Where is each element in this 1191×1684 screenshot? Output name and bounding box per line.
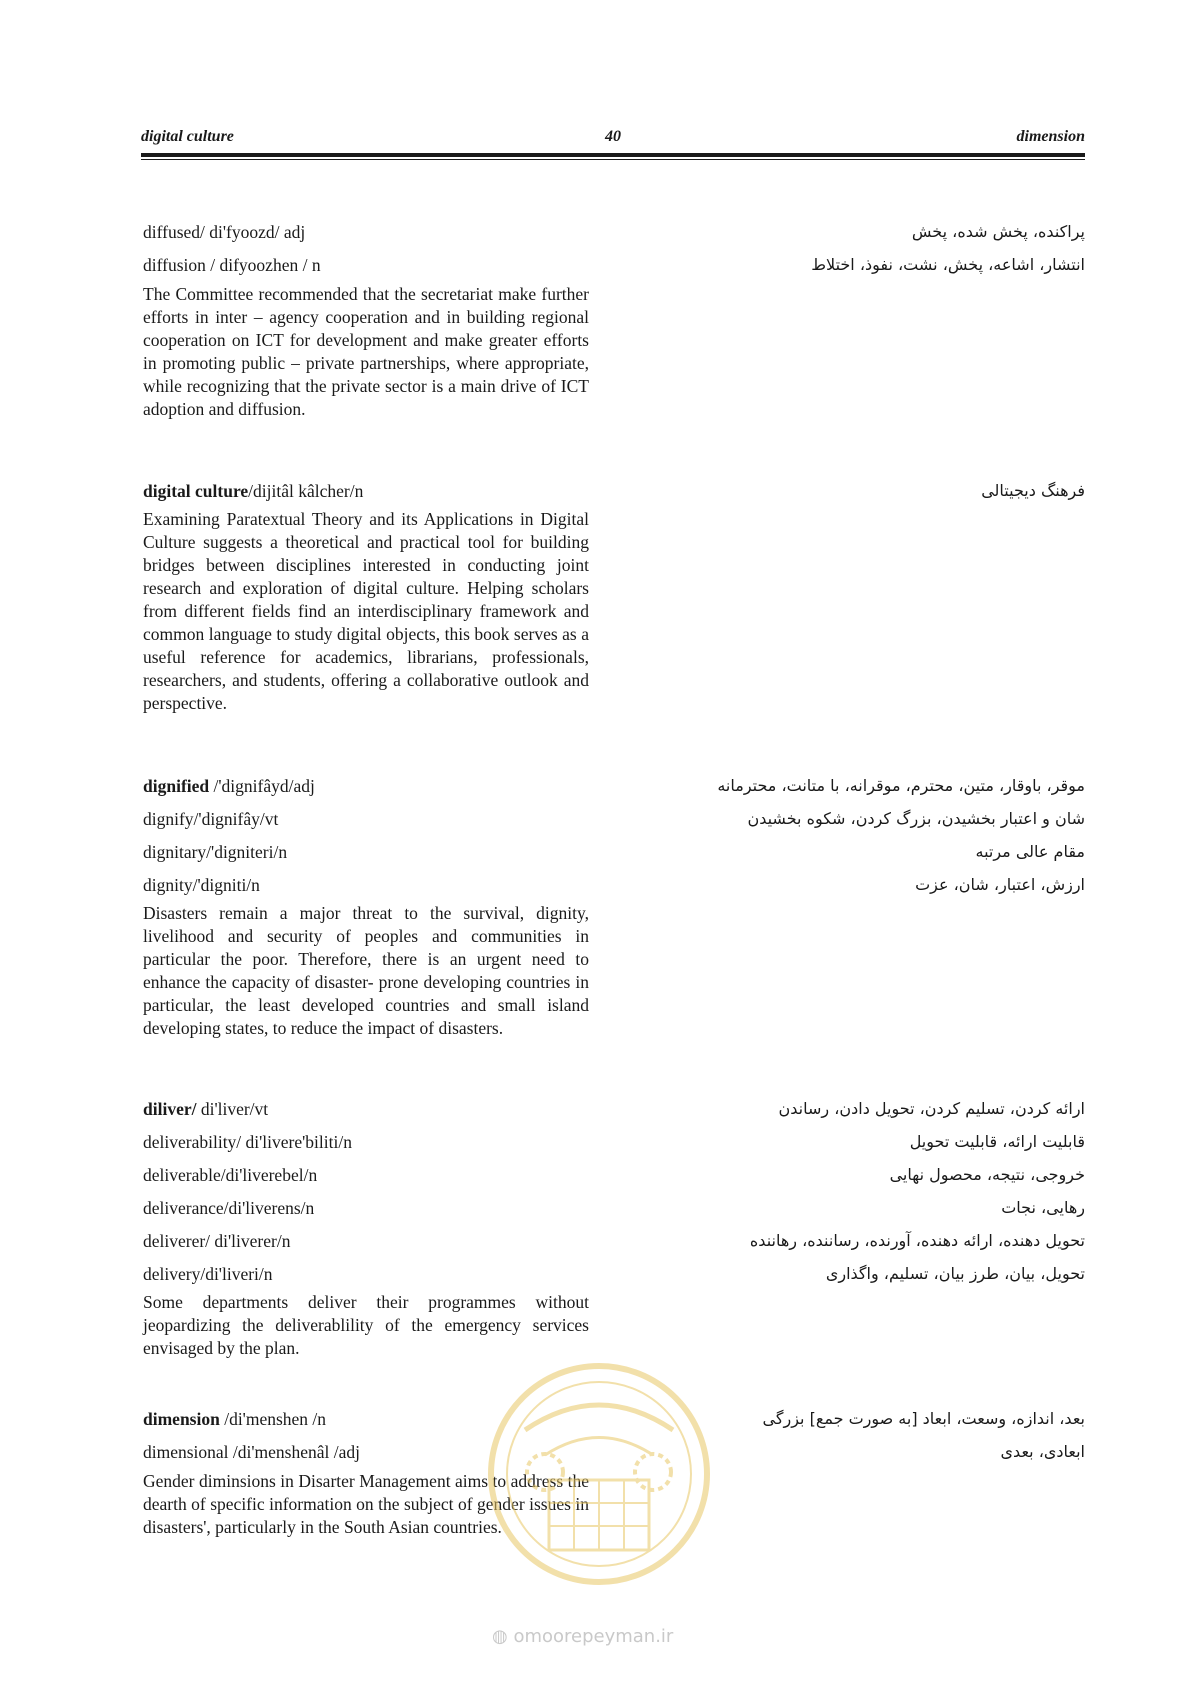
headword-line [143,1409,326,1430]
headword: diliver/ [143,1099,197,1119]
headword-line [143,1198,314,1219]
watermark-url: ◍ omoorepeyman.ir [492,1626,674,1647]
headword-line [143,1231,290,1252]
running-header [141,128,1085,150]
persian-meaning: ابعادی، بعدی [1000,1442,1085,1461]
persian-meaning: پراکنده، پخش شده، پخش [911,222,1085,241]
headword-line [143,809,278,830]
headword-line [143,1099,268,1120]
pronunciation: deliverable/di'liverebel/n [143,1165,318,1185]
watermark-url-text: omoorepeyman.ir [513,1626,674,1647]
persian-meaning: بعد، اندازه، وسعت، ابعاد [به صورت جمع] بزرگی [762,1409,1085,1428]
pronunciation: dimensional /di'menshenâl /adj [143,1442,360,1462]
persian-meaning: تحویل، بیان، طرز بیان، تسلیم، واگذاری [825,1264,1085,1283]
pronunciation: diffused/ di'fyoozd/ adj [143,222,306,242]
example-paragraph: Disasters remain a major threat to the survival, dignity, livelihood and security of peoples and communities in particular the poor. Therefore, there is an urgent need to enhance the capacity of disaster- prone developing countries in particular, the least developed countries and small island developing states, to reduce the impact of disasters. [143,903,589,1038]
example-paragraph: Some departments deliver their programmes without jeopardizing the deliverablility of the emergency services envisaged by the plan. [143,1292,589,1358]
headword: digital culture [143,481,249,501]
pronunciation: deliverer/ di'liverer/n [143,1231,291,1251]
header-rule-thick [141,153,1085,157]
persian-meaning: قابلیت ارائه، قابلیت تحویل [909,1132,1085,1151]
pronunciation: delivery/di'liveri/n [143,1264,273,1284]
pronunciation: deliverance/di'liverens/n [143,1198,315,1218]
headword-line [143,776,315,797]
persian-meaning: موقر، باوقار، متین، محترم، موقرانه، با متانت، محترمانه [717,776,1085,795]
headword: dimension [143,1409,220,1429]
pronunciation: /di'menshen /n [219,1409,327,1429]
pronunciation: diffusion / difyoozhen / n [143,255,321,275]
pronunciation: /'dignifâyd/adj [209,776,315,796]
pronunciation: dignity/'digniti/n [143,875,260,895]
headword-line [143,255,321,276]
example-paragraph: Examining Paratextual Theory and its Applications in Digital Culture suggests a theoretical and practical tool for building bridges between disciplines interested in conducting joint research and exploration of digital culture. Helping scholars from different fields find an interdisciplinary framework and common language to study digital objects, this book serves as a useful reference for academics, librarians, professionals, researchers, and students, offering a collaborative outlook and perspective. [143,509,589,713]
example-paragraph: Gender diminsions in Disarter Management aims to address the dearth of specific information on the subject of gender issues in disasters', particularly in the South Asian countries. [143,1471,589,1537]
persian-meaning: انتشار، اشاعه، پخش، نشت، نفوذ، اختلاط [811,255,1085,274]
headword-line [143,481,363,502]
headword-line [143,842,287,863]
page-number: 40 [605,128,621,145]
pronunciation: deliverability/ di'livere'biliti/n [143,1132,352,1152]
pronunciation: /dijitâl kâlcher/n [248,481,364,501]
persian-meaning: فرهنگ دیجیتالی [981,481,1085,500]
persian-meaning: خروجی، نتیجه، محصول نهایی [889,1165,1085,1184]
headword-line [143,875,260,896]
persian-meaning: تحویل دهنده، ارائه دهنده، آورنده، رساننده، رهاننده [749,1231,1085,1250]
headword-line [143,1132,352,1153]
header-left-guide-word: digital culture [141,128,234,145]
pronunciation: dignitary/'digniteri/n [143,842,288,862]
headword: dignified [143,776,210,796]
headword-line [143,1442,360,1463]
persian-meaning: ارزش، اعتبار، شان، عزت [915,875,1085,894]
example-paragraph: The Committee recommended that the secretariat make further efforts in inter – agency cooperation and in building regional cooperation on ICT for development and make greater efforts in promoting public – private partnerships, where appropriate, while recognizing that the private sector is a main drive of ICT adoption and diffusion. [143,284,589,419]
pronunciation: di'liver/vt [196,1099,269,1119]
headword-line [143,1264,273,1285]
header-right-guide-word: dimension [1016,128,1085,145]
persian-meaning: مقام عالی مرتبه [975,842,1085,861]
pronunciation: dignify/'dignifây/vt [143,809,279,829]
persian-meaning: رهایی، نجات [1001,1198,1085,1217]
persian-meaning: شان و اعتبار بخشیدن، بزرگ کردن، شکوه بخشیدن [747,809,1085,828]
persian-meaning: ارائه کردن، تسلیم کردن، تحویل دادن، رساندن [778,1099,1085,1118]
seal-logo-icon [485,1360,713,1588]
headword-line [143,222,305,243]
headword-line [143,1165,317,1186]
header-rule-thin [141,159,1085,160]
